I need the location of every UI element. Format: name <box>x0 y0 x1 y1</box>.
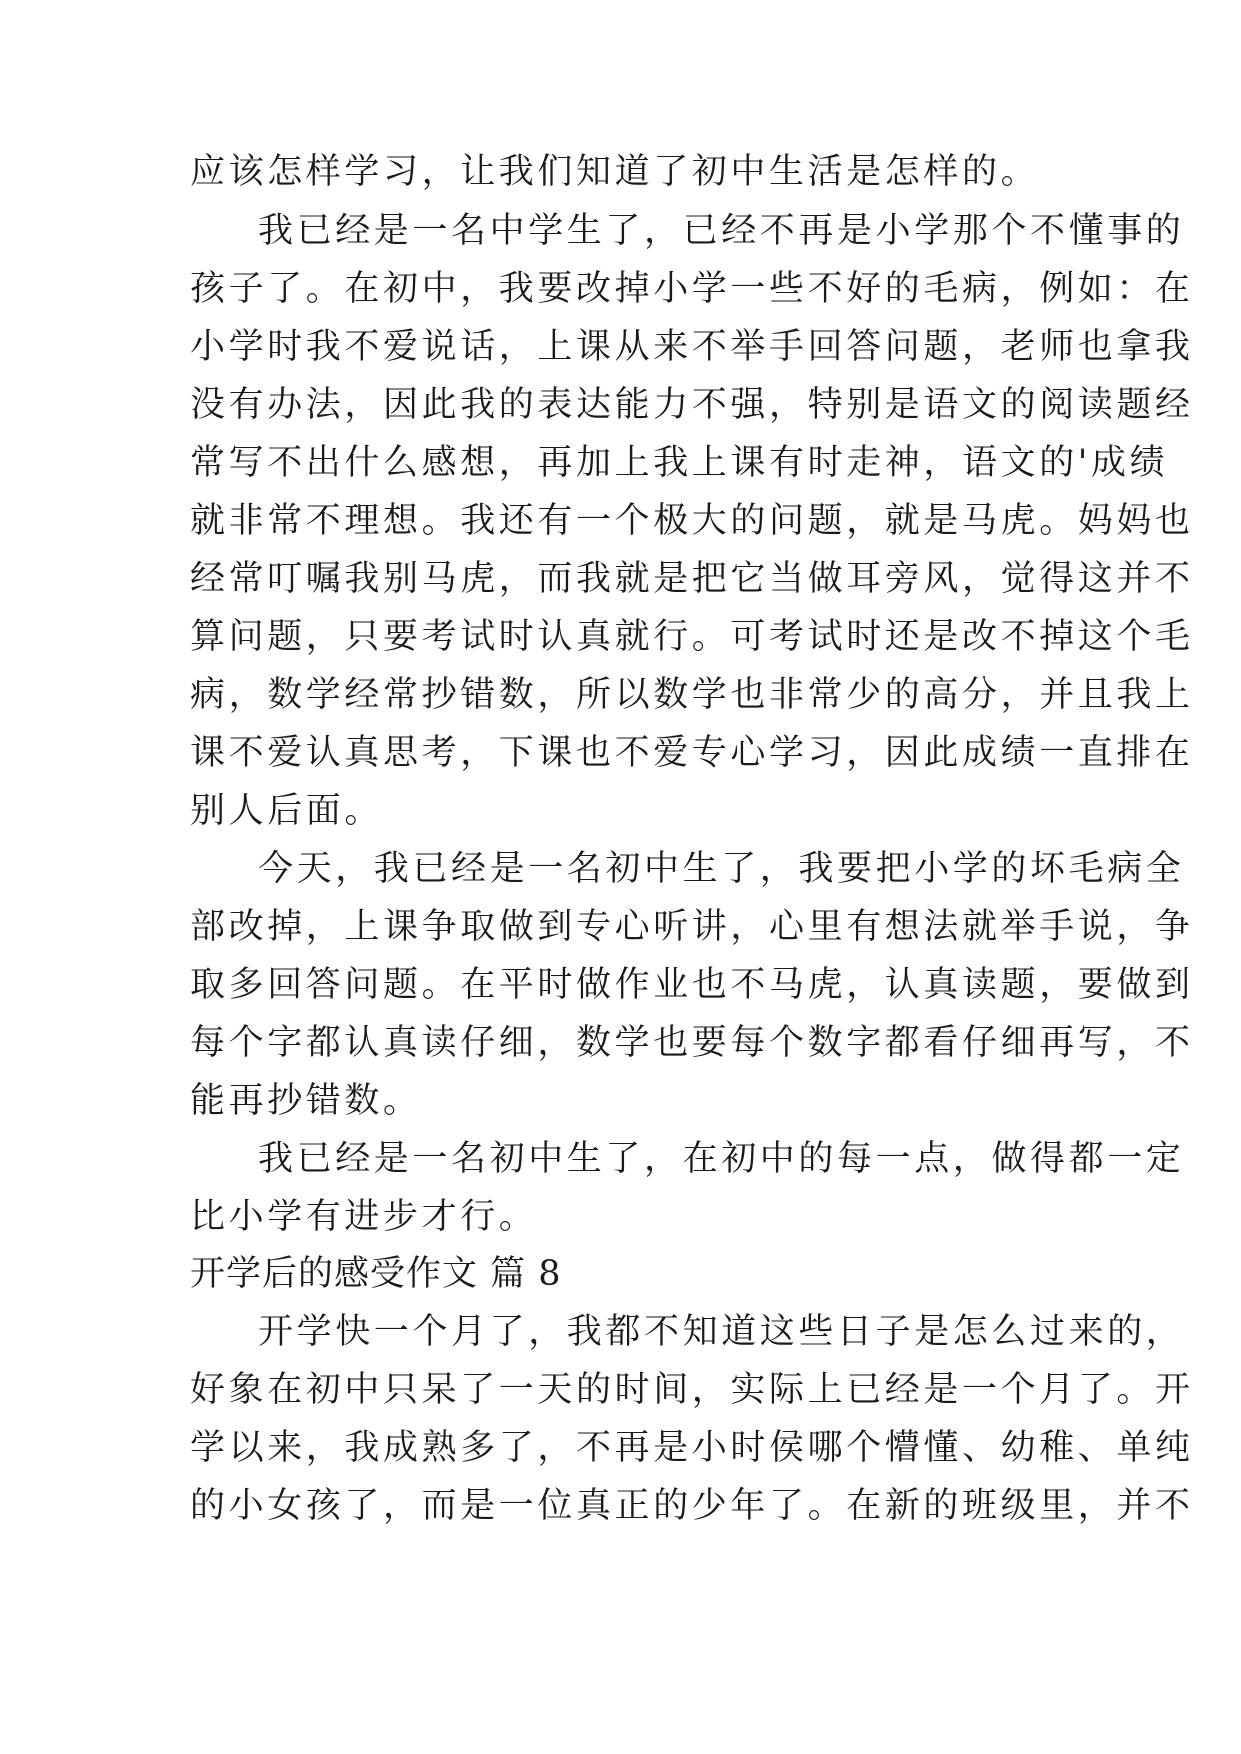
paragraph-start-line: 开学快一个月了，我都不知道这些日子是怎么过来的， <box>258 1312 1185 1352</box>
text-line: 病，数学经常抄错数，所以数学也非常少的高分，并且我上 <box>190 675 1194 715</box>
section-heading: 开学后的感受作文 篇 8 <box>190 1254 562 1294</box>
text-line: 算问题，只要考试时认真就行。可考试时还是改不掉这个毛 <box>190 617 1194 657</box>
text-line: 常写不出什么感想，再加上我上课有时走神，语文的'成绩 <box>190 443 1169 483</box>
text-line: 别人后面。 <box>190 791 384 831</box>
text-line: 学以来，我成熟多了，不再是小时侯哪个懵懂、幼稚、单纯 <box>190 1428 1194 1468</box>
text-line: 课不爱认真思考，下课也不爱专心学习，因此成绩一直排在 <box>190 733 1194 773</box>
text-line: 经常叮嘱我别马虎，而我就是把它当做耳旁风，觉得这并不 <box>190 559 1194 599</box>
text-line: 能再抄错数。 <box>190 1081 422 1121</box>
paragraph-start-line: 今天，我已经是一名初中生了，我要把小学的坏毛病全 <box>258 849 1185 889</box>
text-line: 小学时我不爱说话，上课从来不举手回答问题，老师也拿我 <box>190 327 1194 367</box>
text-line: 每个字都认真读仔细，数学也要每个数字都看仔细再写，不 <box>190 1023 1194 1063</box>
text-line: 的小女孩了，而是一位真正的少年了。在新的班级里，并不 <box>190 1486 1194 1526</box>
paragraph-start-line: 我已经是一名中学生了，已经不再是小学那个不懂事的 <box>258 211 1185 251</box>
text-line: 就非常不理想。我还有一个极大的问题，就是马虎。妈妈也 <box>190 501 1194 541</box>
paragraph-start-line: 我已经是一名初中生了，在初中的每一点，做得都一定 <box>258 1139 1185 1179</box>
text-line: 好象在初中只呆了一天的时间，实际上已经是一个月了。开 <box>190 1370 1194 1410</box>
text-line: 应该怎样学习，让我们知道了初中生活是怎样的。 <box>190 152 1040 192</box>
text-line: 孩子了。在初中，我要改掉小学一些不好的毛病，例如：在 <box>190 269 1194 309</box>
text-line: 部改掉，上课争取做到专心听讲，心里有想法就举手说，争 <box>190 907 1194 947</box>
text-line: 没有办法，因此我的表达能力不强，特别是语文的阅读题经 <box>190 385 1194 425</box>
text-line: 比小学有进步才行。 <box>190 1197 538 1237</box>
text-line: 取多回答问题。在平时做作业也不马虎，认真读题，要做到 <box>190 965 1194 1005</box>
